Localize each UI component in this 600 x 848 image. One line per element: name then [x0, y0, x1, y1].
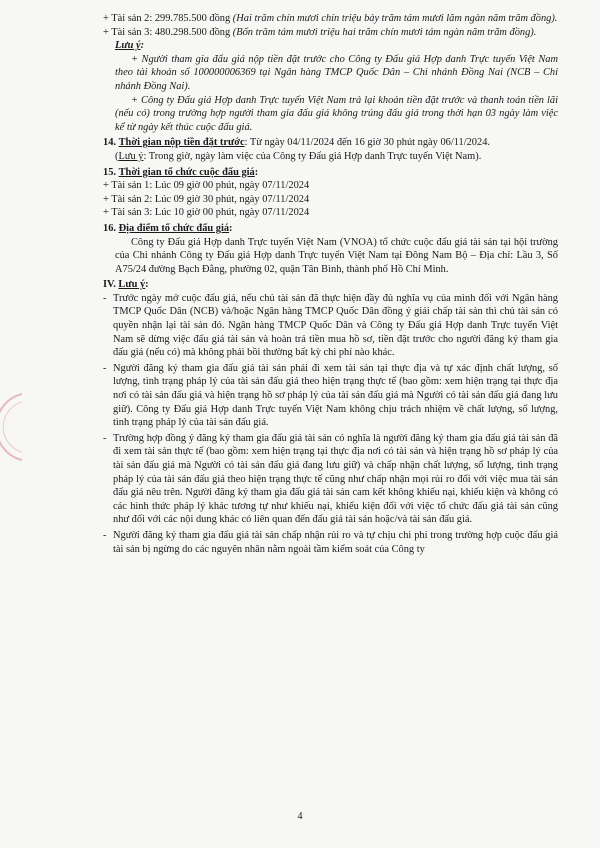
caution-item: - Người đăng ký tham gia đấu giá tài sản chấp nhận rủi ro và tự chịu chi phí trong trường hợp cuộc đấu giá tài sản bị ngừng do các nguyên nhân nằm ngoài tầm kiểm soát của Công ty [103, 529, 558, 555]
section-14: 14. Thời gian nộp tiền đặt trước: Từ ngày 04/11/2024 đến 16 giờ 30 phút ngày 06/11/2024. [103, 137, 490, 149]
section-iv-heading: IV. Lưu ý: [103, 279, 149, 291]
note-item: + Công ty Đấu giá Hợp danh Trực tuyến Việt Nam trả lại khoản tiền đặt trước và thanh toán tiền lãi (nếu có) trong trường hợp người tham gia đấu giá không trúng đấu giá trong thời hạn 03 ngày làm việc kể từ ngày kết thúc cuộc đấu giá. [115, 94, 558, 133]
caution-item: - Trường hợp đồng ý đăng ký tham gia đấu giá tài sản có nghĩa là người đăng ký tham gia đấu giá tài sản đã đi xem tài sản thực tế (bao gồm: xem hiện trạng tại thực địa nơi có tài sản và hiện trạng hồ sơ pháp lý của tài sản đấu giá mà Người có tài sản đấu giá đang lưu giữ) và chấp nhận chất lượng, số lượng, tình trạng pháp lý của tài sản đấu giá theo hiện trạng thực tế cũng như chấp nhận mọi rủi ro đối với việc mua tài sản đấu giá nêu trên. Người đăng ký tham gia đấu giá tài sản cam kết không khiếu nại, khiếu kiện và không có các hình thức pháp lý khác tương tự như khiếu nại, khiếu kiện đối với việc tổ chức đấu giá tài sản cũng như đối với các nội dung khác có liên quan đến đấu giá tài sản hoặc/và tài sản đấu giá. [103, 432, 558, 526]
caution-item: - Trước ngày mở cuộc đấu giá, nếu chủ tài sản đã thực hiện đầy đủ nghĩa vụ của mình đối với Ngân hàng TMCP Quốc Dân (NCB) và/hoặc Ngân hàng TMCP Quốc Dân đồng ý giải chấp tài sản thì chủ tài sản có quyền nhận lại tài sản đó. Ngân hàng TMCP Quốc Dân và Công ty Đấu giá Hợp danh Trực tuyến Việt Nam sẽ dừng việc đấu giá tài sản và hoàn trả tiền mua hồ sơ, tiền đặt trước cho người đăng ký tham gia đấu giá (nếu có) mà không phải bồi thường bất kỳ chi phí nào khác. [103, 292, 558, 359]
section-16-heading: 16. Địa điểm tổ chức đấu giá: [103, 222, 233, 234]
schedule-item: + Tài sản 2: Lúc 09 giờ 30 phút, ngày 07/11/2024 [103, 193, 310, 205]
section-14-note: (Lưu ý: Trong giờ, ngày làm việc của Công ty Đấu giá Hợp danh Trực tuyến Việt Nam). [115, 150, 482, 162]
caution-item: - Người đăng ký tham gia đấu giá tài sản phải đi xem tài sản tại thực địa và tự xác định chất lượng, số lượng, tình trạng pháp lý của tài sản đấu giá theo hiện trạng thực tế (bao gồm: xem hiện trạng tại thực địa nơi có tài sản đấu giá và hiện trạng hồ sơ pháp lý của tài sản đấu giá mà Người có tài sản đấu giá đang lưu giữ). Công ty Đấu giá Hợp danh Trực tuyến Việt Nam không chịu trách nhiệm về chất lượng, số lượng, tình trạng pháp lý của tài sản đấu giá. [103, 362, 558, 429]
document-page [103, 12, 558, 556]
note-heading: Lưu ý: [115, 40, 145, 52]
asset-price-item: + Tài sản 3: 480.298.500 đồng (Bốn trăm tám mươi triệu hai trăm chín mươi tám ngàn năm trăm đồng). [103, 26, 537, 38]
page-number: 4 [297, 811, 303, 822]
schedule-item: + Tài sản 3: Lúc 10 giờ 00 phút, ngày 07/11/2024 [103, 207, 310, 219]
asset-price-item: + Tài sản 2: 299.785.500 đồng (Hai trăm chín mươi chín triệu bảy trăm tám mươi lăm ngàn năm trăm đồng). [103, 13, 558, 24]
red-seal-edge [0, 392, 22, 462]
section-16-body: Công ty Đấu giá Hợp danh Trực tuyến Việt Nam (VNOA) tổ chức cuộc đấu giá tài sản tại hội trường của Chi nhánh Công ty Đấu giá Hợp danh Trực tuyến Việt Nam tại Đông Nam Bộ – Địa chỉ: Lầu 3, Số A75/24 đường Bạch Đằng, phường 02, quận Tân Bình, thành phố Hồ Chí Minh. [115, 236, 558, 275]
section-15-heading: 15. Thời gian tổ chức cuộc đấu giá: [103, 166, 259, 178]
note-item: + Người tham gia đấu giá nộp tiền đặt trước cho Công ty Đấu giá Hợp danh Trực tuyến Việt Nam theo tài khoản số 100000006369 tại Ngân hàng TMCP Quốc Dân – Chi nhánh Đồng Nai (NCB – Chi nhánh Đồng Nai). [115, 53, 558, 92]
schedule-item: + Tài sản 1: Lúc 09 giờ 00 phút, ngày 07/11/2024 [103, 180, 310, 192]
